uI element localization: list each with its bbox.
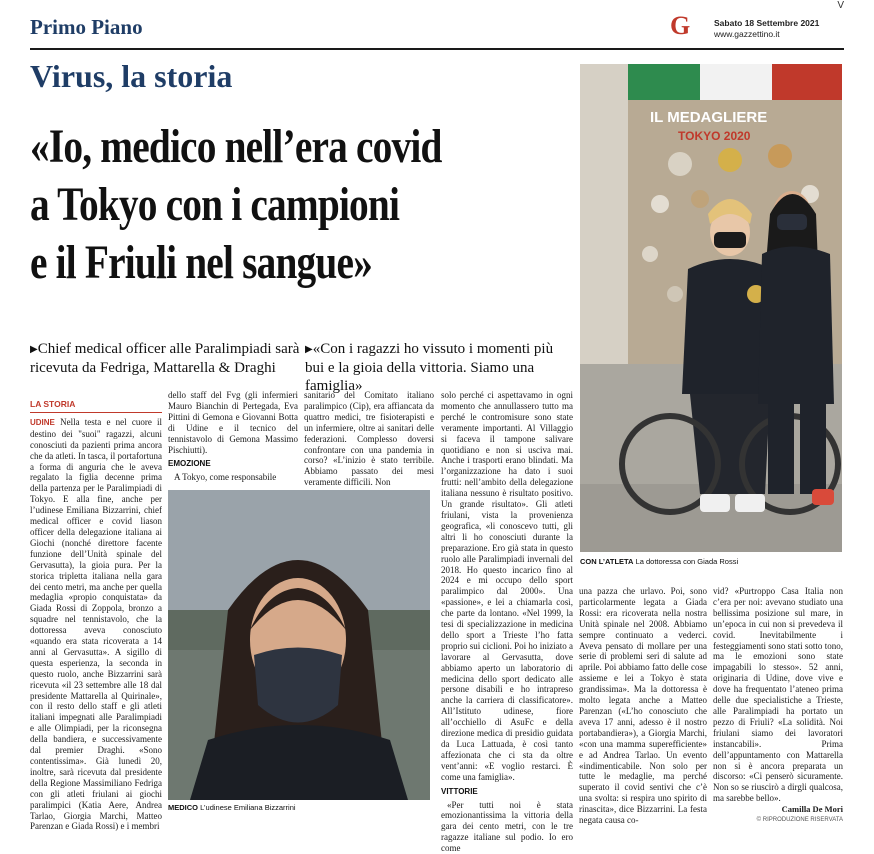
site-url: www.gazzettino.it <box>714 29 780 39</box>
photo-doctor-with-athlete <box>580 64 842 552</box>
photo-2-caption <box>168 803 430 812</box>
arrow-icon: ▶ <box>305 344 313 355</box>
arrow-icon: ▶ <box>30 344 38 355</box>
headline-line-2: a Tokyo con i campioni <box>30 178 400 231</box>
dateline: UDINE <box>30 417 55 427</box>
photo-1-caption <box>580 557 842 566</box>
photo-1-caption-text: La dottoressa con Giada Rossi <box>635 557 739 566</box>
body-text-5: una pazza che urlavo. Poi, sono particolarmente legata a Giada Rossi: era ricoverata nella nostra Unità spinale nel 2008. Abbiamo sempre continuato a vederci. Aveva pensato di mollare per una serie di problemi seri di salute ad aprile. Poi abbiamo fatto delle cose assieme e lei a Tokyo è stata grandissima». Ma la dottoressa è molto legata anche a Matteo Parenzan («L’ho conosciuto che aveva 17 anni, adesso è il nostro portabandiera»), a Giorgia Marchi, «con una mamma superefficiente» e ad Andrea Tarlao. Un evento «indimenticabile. Non solo per tutte le medaglie, ma perché superato il covid sentivi che c’è una svolta: si respira uno spirito di rinascita», dice Bizzarrini. La festa negata causa co- <box>579 586 707 826</box>
body-text-2: dello staff del Fvg (gli infermieri Mauro Bianchin di Pertegada, Eva Pittini di Gemona e Giovanni Botta di Udine e il tecnico del tennistavolo di Gemona Massimo Pischiutti). <box>168 390 298 455</box>
body-column-5 <box>579 586 707 826</box>
body-text-6: vid? «Purtroppo Casa Italia non c’era per noi: avevano studiato una bellissima posizione sul mare, in un’epoca in cui non si prevedeva il covid. Inevitabilmente i festeggiamenti sono stati sotto tono, ma le emozioni sono state impagabili lo stesso». 52 anni, originaria di Udine, dove vive e dove ha frequentato l’ateneo prima delle due specialistiche a Trieste, alle Paralimpiadi ha portato un pezzo di Friuli? «La solidità. Noi friulani siamo dei lavoratori instancabili». Prima dell’appuntamento con Mattarella non si è ancora preparata un discorso: «Ci penserò sicuramente. Non so se riuscirò a dirgli qualcosa, ma sarebbe bello». <box>713 586 843 804</box>
story-label: LA STORIA <box>30 399 162 413</box>
issue-date: Sabato 18 Settembre 2021 <box>714 18 820 28</box>
subhead-2 <box>305 340 575 395</box>
copyright-notice: © RIPRODUZIONE RISERVATA <box>756 817 843 824</box>
header-rule <box>30 48 844 50</box>
photo-2-caption-text: L’udinese Emiliana Bizzarrini <box>200 803 296 812</box>
date-block <box>714 18 819 40</box>
body-column-1 <box>30 399 163 832</box>
photo-1-caption-label: CON L’ATLETA <box>580 557 634 566</box>
section-name: Primo Piano <box>30 15 143 39</box>
body-text-1: Nella testa e nel cuore il destino dei "suoi" ragazzi, alcuni conosciuti da pazienti prima ancora che da atleti. In tasca, il portafortuna a forma di anguria che le aveva regalato la figlia decenne prima della partenza per le Paralimpiadi di Tokyo. E alla fine, anche per l’udinese Emiliana Bizzarrini, chief medical officer e covid liason officer della delegazione italiana ai Giochi (nonché direttore facente funzione dell’Unità spinale del Gervasutta), la gioia pura. Per la storica tripletta italiana nella gara dei cento metri, ma anche per quella medaglia «propio conquistata» da Giada Rossi di Zoppola, bronzo a squadre nel tennistavolo, che la dottoressa aveva conosciuto «quando era stata ricoverata a 14 anni al Gervasutta». A sigillo di questa esperienza, la seconda in questo ruolo, anche Bizzarrini sarà ricevuta «il 23 settembre alle 18 dal presidente Mattarella al Quirinale», con il resto dello staff e gli atleti italiani impegnati alle Paralimpiadi e alle Olimpiadi, per la riconsegna della bandiera, e successivamente dal premier Draghi. «Sono contentissima». Già lunedì 20, inoltre, sarà ricevuta dal presidente della Regione Massimiliano Fedriga con gli atleti friulani ai giochi paralimpici (Katia Aere, Andrea Tarlao, Giorgia Marchi, Matteo Parenzan e Giada Rossi) e i membri <box>30 416 163 832</box>
body-column-3 <box>304 390 434 488</box>
tokyo-sign: TOKYO 2020 <box>678 129 751 143</box>
body-text-4b: «Per tutti noi è stata emozionantissima la vittoria della gara dei cento metri, con le tre ragazze italiane sul podio. Io ero come <box>441 799 573 854</box>
headline-line-3: e il Friuli nel sangue» <box>30 236 372 289</box>
body-column-2 <box>168 390 298 485</box>
body-text-2b: A Tokyo, come responsabile <box>174 472 277 483</box>
subhead-1 <box>30 340 300 377</box>
medagliere-sign: IL MEDAGLIERE <box>650 109 768 126</box>
subsection-vittorie: VITTORIE <box>441 786 478 796</box>
photo-2-caption-label: MEDICO <box>168 803 198 812</box>
photo-1-illustration <box>580 64 842 552</box>
photo-2-illustration <box>168 490 430 800</box>
photo-doctor-portrait <box>168 490 430 800</box>
body-paragraph-1 <box>30 417 162 832</box>
masthead <box>0 0 874 50</box>
body-text-3: sanitario del Comitato italiano paralimpico (Cip), era affiancata da quattro medici, tre fisioterapisti e un infermiere, oltre ai sanitari delle federazioni. Complesso doversi confrontare con una pandemia in corso? «L’inizio è stato terribile. Abbiamo passato dei mesi veramente difficili. Non <box>304 390 434 488</box>
body-text-4: solo perché ci aspettavamo in ogni momento che annullassero tutto ma perché le contromisure sono state veramente importanti. Al Villaggio si faceva il tampone salivare quotidiano e non si usciva mai. Anche i trasporti erano blindati. Ma l’organizzazione ha dato i suoi frutti: nell’ambito della delegazione italiana nessuno è risultato positivo. Un grande risultato». Gli atleti friulani, vista la provenienza geografica, «li conoscevo tutti, gli altri li ho conosciuti durante la preparazione. Ero già stata in questo ruolo alle Paralimpiadi invernali del 2018. Ho questo incarico fino al 2024 e mi occupo dello sport paralimpico dal 2000». Una «passione», e lei a chiamarla così, che parte da lontano. «Nel 1999, la tesi di specializzazione in medicina dello sport a Trieste l’ho fatta proprio sui ciclioni. Poi ho iniziato a lavorare al Gervasutta, dove abbiamo aperto un laboratorio di medicina dello sport dedicato alle persone disabili e ho intrapreso anche la carriera di classificatore». All’Istituto udinese, fiore all’occhiello di AsuFc e della direzione medica di presidio guidata da Luca Lattuada, è così tanto affezionata che ci sta da oltre vent’anni: «E voglio restarci. È come una famiglia». <box>441 390 573 782</box>
gazzettino-logo: G <box>670 11 691 40</box>
author-signature: Camilla De Mori <box>781 804 843 815</box>
headline-line-1: «Io, medico nell’era covid <box>30 120 442 173</box>
headline <box>30 118 489 292</box>
body-column-4 <box>441 390 573 854</box>
subhead-2-text: «Con i ragazzi ho vissuto i momenti più bui e la gioia della vittoria. Siamo una famiglia» <box>305 341 554 394</box>
subsection-emozione: EMOZIONE <box>168 459 211 469</box>
corner-mark: V <box>837 0 844 11</box>
body-column-6 <box>713 586 843 824</box>
kicker: Virus, la storia <box>30 58 233 94</box>
subhead-1-text: Chief medical officer alle Paralimpiadi sarà ricevuta da Fedriga, Mattarella & Draghi <box>30 341 300 376</box>
